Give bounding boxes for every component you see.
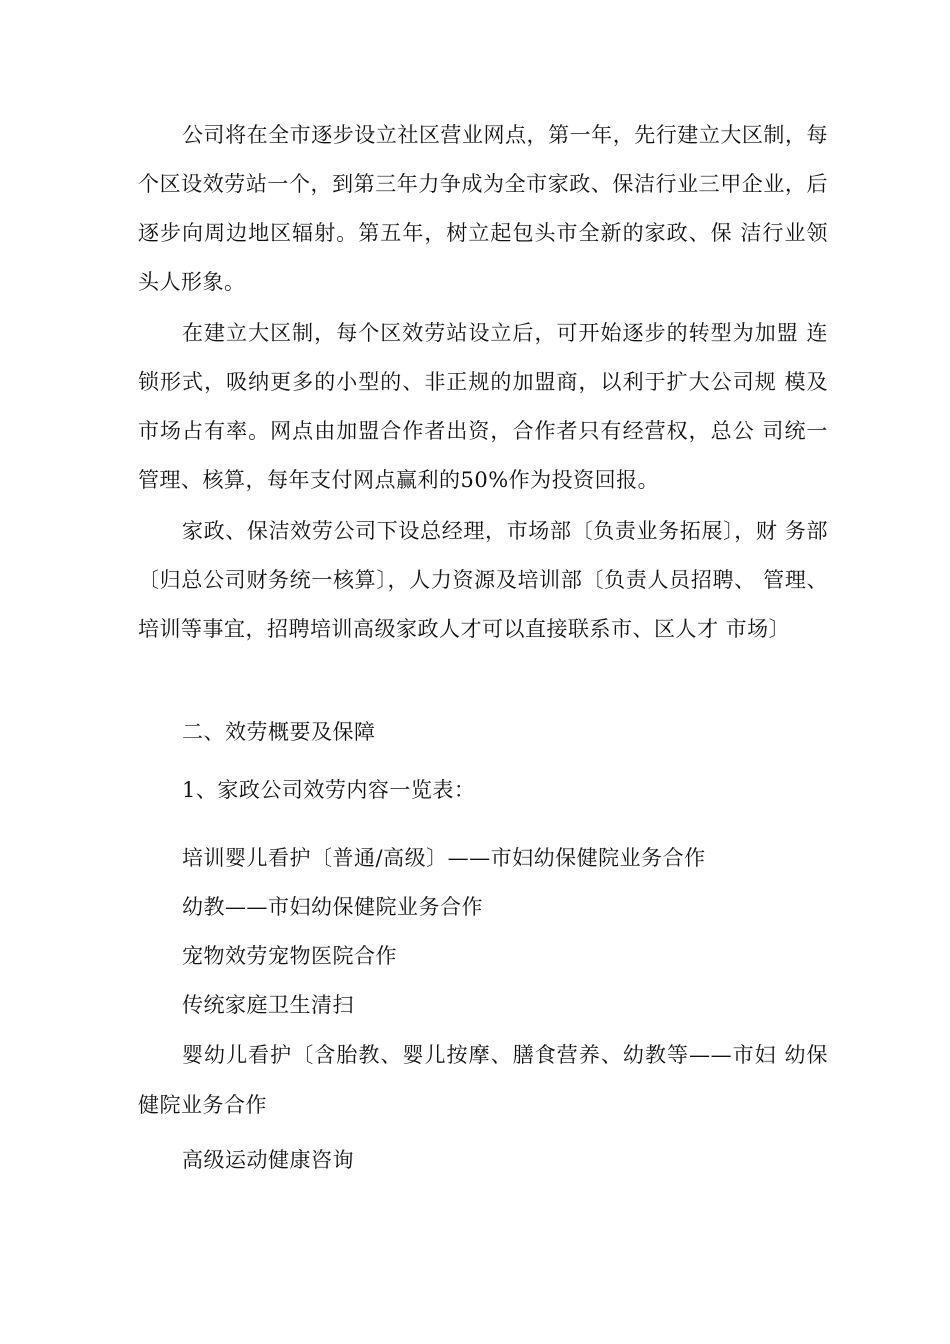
paragraph-expansion-plan: 公司将在全市逐步设立社区营业网点，第一年，先行建立大区制，每个区设效劳站一个，到第三年力争成为全市家政、保洁行业三甲企业，后逐步向周边地区辐射。第五年，树立起包头市全新的家政、保 洁行业领头人形象。 <box>138 123 828 294</box>
service-item: 高级运动健康咨询 <box>182 1148 354 1172</box>
service-item: 幼教——市妇幼保健院业务合作 <box>182 895 483 919</box>
paragraph-org-structure: 家政、保洁效劳公司下设总经理，市场部〔负责业务拓展〕，财 务部〔归总公司财务统一核算〕，人力资源及培训部〔负责人员招聘、 管理、培训等事宜，招聘培训高级家政人才可以直接联系市、区人才 市场〕 <box>138 519 828 641</box>
service-item-long: 婴幼儿看护〔含胎教、婴儿按摩、膳食营养、幼教等——市妇 幼保健院业务合作 <box>138 1043 828 1117</box>
section-heading: 二、效劳概要及保障 <box>182 720 376 744</box>
service-item: 培训婴儿看护〔普通/高级〕——市妇幼保健院业务合作 <box>182 846 706 870</box>
service-item: 传统家庭卫生清扫 <box>182 993 354 1017</box>
service-item: 宠物效劳宠物医院合作 <box>182 944 397 968</box>
table-subheading: 1、家政公司效劳内容一览表： <box>182 778 476 802</box>
paragraph-franchise-plan: 在建立大区制，每个区效劳站设立后，可开始逐步的转型为加盟 连锁形式，吸纳更多的小型的、非正规的加盟商，以利于扩大公司规 模及市场占有率。网点由加盟合作者出资，合作者只有经营权，总公 司统一管理、核算，每年支付网点赢利的50%作为投资回报。 <box>138 321 828 492</box>
